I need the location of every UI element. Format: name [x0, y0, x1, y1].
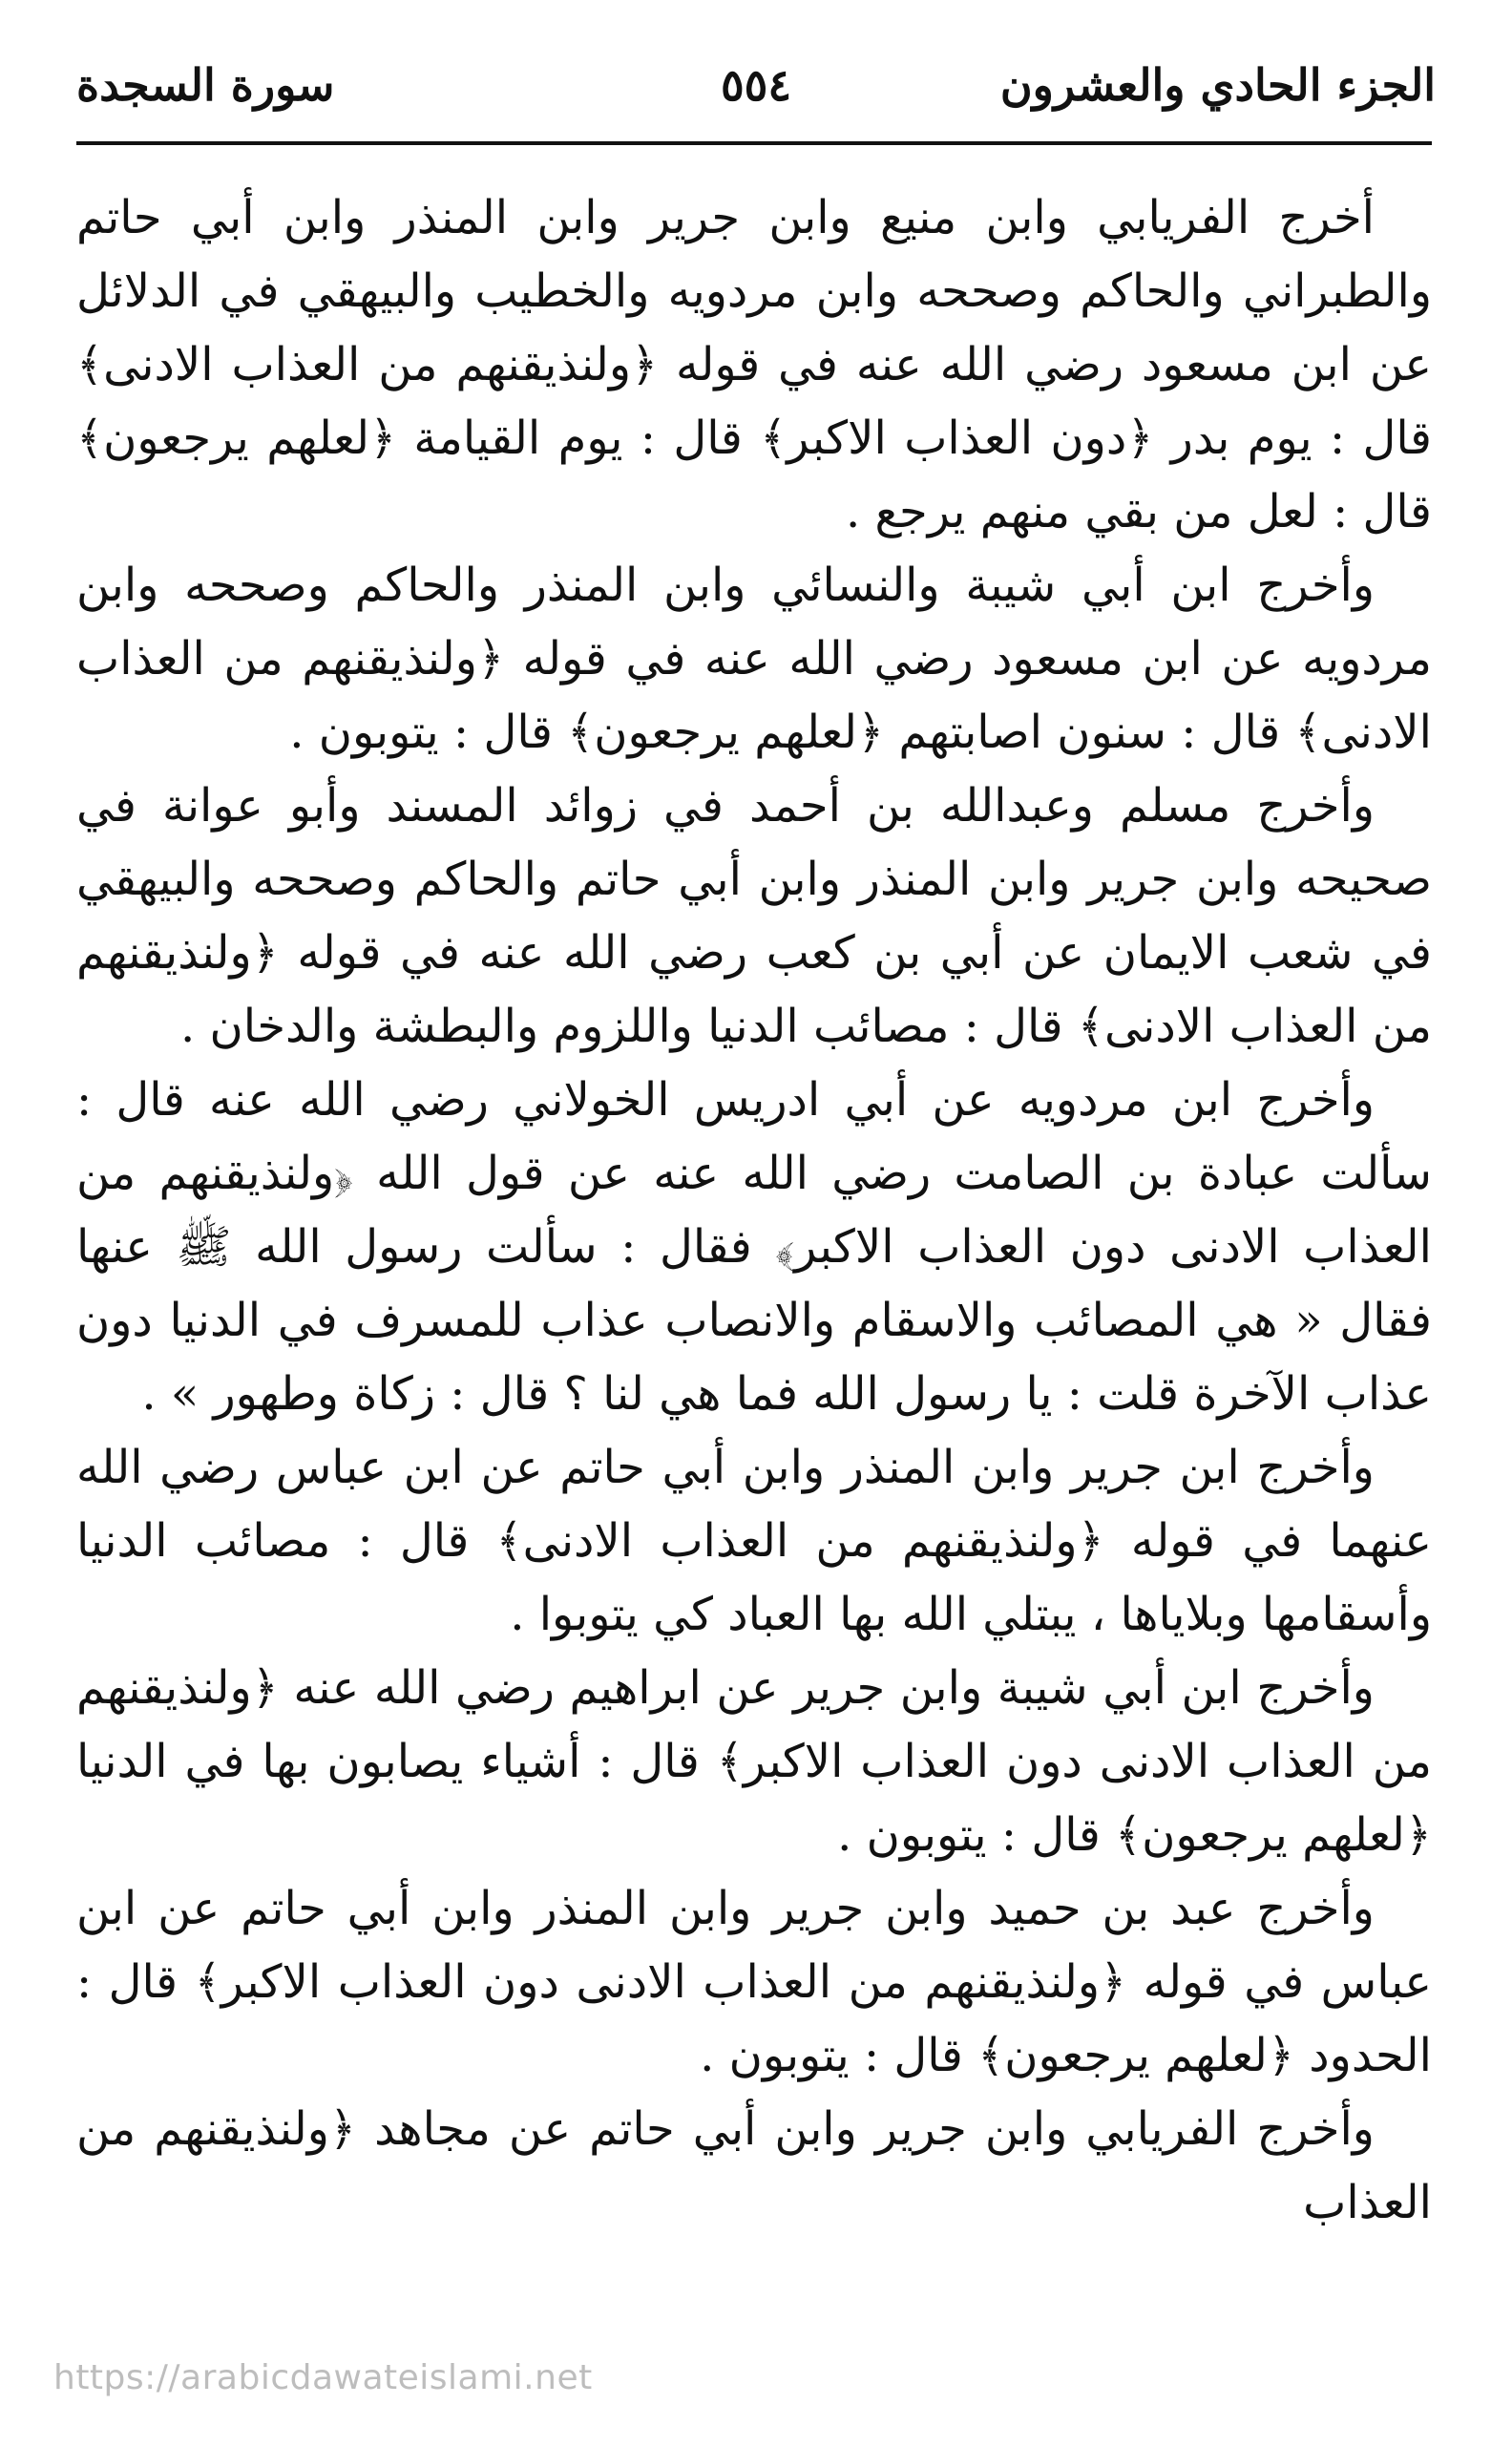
- surah-title: سورة السجدة: [76, 59, 335, 111]
- part-title: الجزء الحادي والعشرون: [999, 59, 1436, 111]
- page-body: [76, 181, 1432, 2240]
- paragraph: وأخرج ابن أبي شيبة والنسائي وابن المنذر والحاكم وصححه وابن مردويه عن ابن مسعود رضي الله عنه في قوله ﴿ولنذيقنهم من العذاب الادنى﴾ قال : سنون اصابتهم ﴿لعلهم يرجعون﴾ قال : يتوبون .: [76, 559, 1432, 759]
- header-rule: [76, 141, 1432, 145]
- paragraph: أخرج الفريابي وابن منيع وابن جرير وابن المنذر وابن أبي حاتم والطبراني والحاكم وصححه وابن مردويه والخطيب والبيهقي في الدلائل عن ابن مسعود رضي الله عنه في قوله ﴿ولنذيقنهم من العذاب الادنى﴾ قال : يوم بدر ﴿دون العذاب الاكبر﴾ قال : يوم القيامة ﴿لعلهم يرجعون﴾ قال : لعل من بقي منهم يرجع .: [76, 191, 1432, 538]
- paragraph: وأخرج ابن جرير وابن المنذر وابن أبي حاتم عن ابن عباس رضي الله عنهما في قوله ﴿ولنذيقنهم من العذاب الادنى﴾ قال : مصائب الدنيا وأسقامها وبلاياها ، يبتلي الله بها العباد كي يتوبوا .: [76, 1441, 1432, 1641]
- paragraph: وأخرج ابن مردويه عن أبي ادريس الخولاني رضي الله عنه قال : سألت عبادة بن الصامت رضي الله عنه عن قول الله ﴿ولنذيقنهم من العذاب الادنى دون العذاب الاكبر﴾ فقال : سألت رسول الله ﷺ عنها فقال « هي المصائب والاسقام والانصاب عذاب للمسرف في الدنيا دون عذاب الآخرة قلت : يا رسول الله فما هي لنا ؟ قال : زكاة وطهور » .: [76, 1073, 1432, 1421]
- paragraph: وأخرج الفريابي وابن جرير وابن أبي حاتم عن مجاهد ﴿ولنذيقنهم من العذاب: [76, 2102, 1432, 2229]
- page-header: [76, 50, 1436, 136]
- paragraph: وأخرج عبد بن حميد وابن جرير وابن المنذر وابن أبي حاتم عن ابن عباس في قوله ﴿ولنذيقنهم من العذاب الادنى دون العذاب الاكبر﴾ قال : الحدود ﴿لعلهم يرجعون﴾ قال : يتوبون .: [76, 1882, 1432, 2082]
- paragraph: وأخرج ابن أبي شيبة وابن جرير عن ابراهيم رضي الله عنه ﴿ولنذيقنهم من العذاب الادنى دون العذاب الاكبر﴾ قال : أشياء يصابون بها في الدنيا ﴿لعلهم يرجعون﴾ قال : يتوبون .: [76, 1661, 1433, 1862]
- paragraph: وأخرج مسلم وعبدالله بن أحمد في زوائد المسند وأبو عوانة في صحيحه وابن جرير وابن المنذر وابن أبي حاتم والحاكم وصححه والبيهقي في شعب الايمان عن أبي بن كعب رضي الله عنه في قوله ﴿ولنذيقنهم من العذاب الادنى﴾ قال : مصائب الدنيا واللزوم والبطشة والدخان .: [76, 779, 1432, 1053]
- watermark-url: https://arabicdawateislami.net: [53, 2358, 593, 2397]
- page-number: ٥٥٤: [720, 59, 792, 111]
